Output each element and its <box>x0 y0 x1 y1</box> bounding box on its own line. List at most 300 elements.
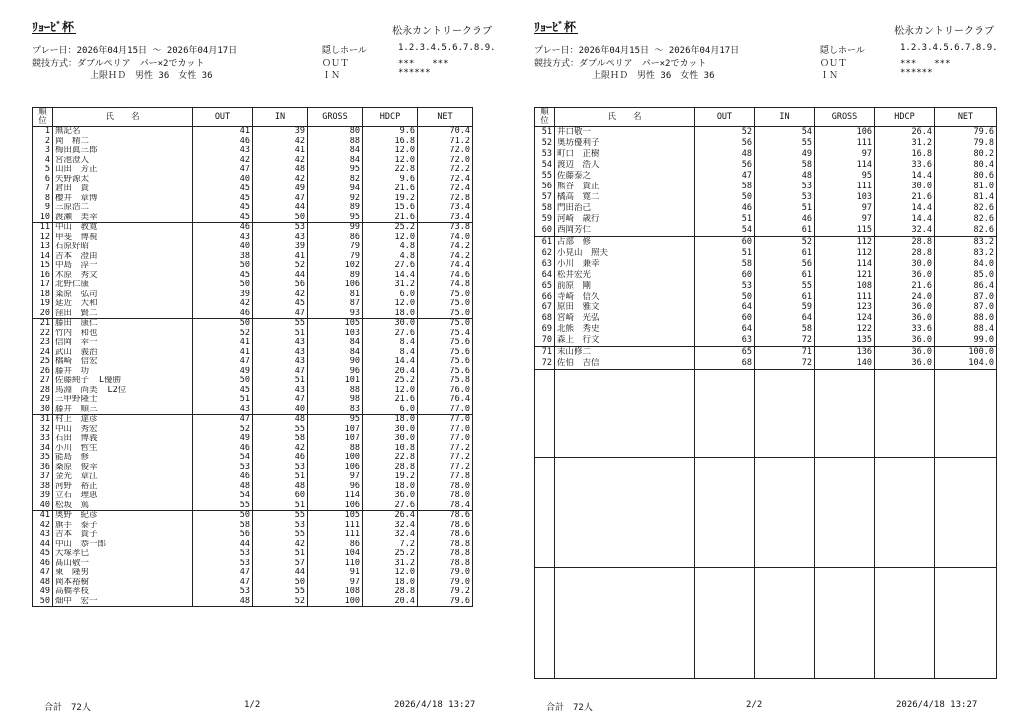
out-cell: 58 <box>695 182 755 193</box>
empty-cell <box>535 568 555 579</box>
empty-cell <box>695 403 755 414</box>
results-body <box>33 127 473 607</box>
hdcp-cell: 7.2 <box>363 540 418 550</box>
player-name-cell <box>555 292 695 303</box>
player-name-cell <box>53 587 193 597</box>
out-hidden-value: *** *** <box>398 59 449 69</box>
player-name-cell <box>53 578 193 588</box>
empty-row <box>535 645 997 656</box>
table-row <box>33 511 473 521</box>
gross-cell: 81 <box>308 290 363 300</box>
footer-page: 1/2 <box>244 700 261 710</box>
net-cell: 78.0 <box>418 482 473 492</box>
out-cell: 56 <box>695 138 755 149</box>
empty-cell <box>555 556 695 567</box>
in-cell: 52 <box>253 261 308 271</box>
out-cell: 64 <box>695 302 755 313</box>
empty-cell <box>935 513 997 524</box>
empty-row <box>535 392 997 403</box>
col-gross: GROSS <box>308 108 363 127</box>
player-name-cell <box>555 259 695 270</box>
rank-cell: 15 <box>33 261 53 271</box>
table-row <box>33 395 473 405</box>
footer-printed: 2026/4/18 13:27 <box>896 700 978 710</box>
empty-cell <box>555 524 695 535</box>
table-row <box>535 292 997 303</box>
table-row <box>535 324 997 335</box>
empty-cell <box>695 446 755 457</box>
player-name: 河野 裕正 <box>55 481 98 491</box>
net-cell: 84.0 <box>935 259 997 270</box>
empty-cell <box>935 469 997 480</box>
empty-cell <box>875 414 935 425</box>
in-cell: 47 <box>253 194 308 204</box>
hdcp-cell: 20.4 <box>363 597 418 607</box>
hdcp-cell: 32.4 <box>875 225 935 236</box>
table-row <box>33 472 473 482</box>
empty-cell <box>815 392 875 403</box>
empty-cell <box>875 612 935 623</box>
table-row <box>33 242 473 252</box>
in-cell: 61 <box>755 225 815 236</box>
empty-cell <box>935 480 997 491</box>
gross-cell: 98 <box>308 395 363 405</box>
empty-cell <box>555 491 695 502</box>
out-cell: 53 <box>193 549 253 559</box>
col-hdcp: HDCP <box>875 108 935 127</box>
player-name: 甲斐 博視 <box>55 232 98 242</box>
empty-cell <box>555 568 695 579</box>
in-cell: 50 <box>253 578 308 588</box>
hidden-hole-label: 隠しホール <box>820 46 865 56</box>
net-cell: 75.0 <box>418 309 473 319</box>
empty-cell <box>695 414 755 425</box>
net-cell: 75.8 <box>418 376 473 386</box>
player-name-cell <box>53 395 193 405</box>
table-row <box>33 405 473 415</box>
empty-cell <box>815 435 875 446</box>
table-row <box>33 309 473 319</box>
player-name: 西岡芳仁 <box>557 225 592 236</box>
empty-cell <box>815 458 875 469</box>
net-cell: 75.6 <box>418 357 473 367</box>
player-name: 高橋孝枝 <box>55 587 90 597</box>
empty-cell <box>875 381 935 392</box>
player-name-cell <box>53 319 193 329</box>
table-row <box>33 280 473 290</box>
gross-cell: 95 <box>815 171 875 182</box>
hdcp-cell: 32.4 <box>363 521 418 531</box>
hdcp-cell: 26.4 <box>363 511 418 521</box>
net-cell: 77.2 <box>418 444 473 454</box>
player-name: 三原浩二 <box>55 203 90 213</box>
empty-cell <box>875 392 935 403</box>
hdcp-cell: 27.6 <box>363 501 418 511</box>
net-cell: 72.0 <box>418 146 473 156</box>
empty-row <box>535 370 997 381</box>
net-cell: 75.4 <box>418 329 473 339</box>
empty-cell <box>535 414 555 425</box>
empty-cell <box>815 513 875 524</box>
table-row <box>535 214 997 225</box>
rank-cell: 69 <box>535 324 555 335</box>
player-name-cell <box>53 482 193 492</box>
net-cell: 74.6 <box>418 271 473 281</box>
player-name-cell <box>53 472 193 482</box>
out-cell: 46 <box>193 223 253 233</box>
empty-cell <box>555 414 695 425</box>
empty-cell <box>695 502 755 513</box>
rank-cell: 41 <box>33 511 53 521</box>
player-name-cell <box>53 156 193 166</box>
table-row <box>535 270 997 281</box>
empty-cell <box>875 425 935 436</box>
net-cell: 78.6 <box>418 521 473 531</box>
gross-cell: 84 <box>308 348 363 358</box>
empty-cell <box>695 590 755 601</box>
net-cell: 80.4 <box>935 160 997 171</box>
out-cell: 58 <box>193 521 253 531</box>
rank-cell: 50 <box>33 597 53 607</box>
gross-cell: 99 <box>308 223 363 233</box>
empty-cell <box>935 634 997 645</box>
empty-cell <box>535 425 555 436</box>
in-hidden-value: ****** <box>900 68 933 78</box>
in-cell: 49 <box>755 149 815 160</box>
table-row <box>33 376 473 386</box>
rank-cell: 5 <box>33 165 53 175</box>
net-cell: 79.2 <box>418 587 473 597</box>
in-cell: 48 <box>755 171 815 182</box>
player-name: 岡 精二 <box>55 136 90 146</box>
hdcp-cell: 36.0 <box>875 270 935 281</box>
gross-cell: 136 <box>815 347 875 358</box>
out-cell: 46 <box>695 203 755 214</box>
rank-cell: 61 <box>535 237 555 248</box>
empty-cell <box>755 491 815 502</box>
empty-cell <box>935 656 997 667</box>
empty-cell <box>555 370 695 381</box>
player-name: 藤田 康仁 <box>55 318 98 329</box>
net-cell: 70.4 <box>418 127 473 137</box>
player-name: 三甲野隆士 <box>55 395 98 405</box>
table-row <box>535 182 997 193</box>
out-cell: 43 <box>193 405 253 415</box>
rank-cell: 2 <box>33 137 53 147</box>
empty-cell <box>875 667 935 679</box>
player-name: 町口 正樹 <box>557 148 600 159</box>
empty-cell <box>755 480 815 491</box>
empty-cell <box>535 480 555 491</box>
out-cell: 53 <box>193 559 253 569</box>
net-cell: 77.8 <box>418 472 473 482</box>
gross-cell: 111 <box>815 138 875 149</box>
empty-cell <box>695 370 755 381</box>
out-cell: 54 <box>193 453 253 463</box>
player-name: 梅田眞三郎 <box>55 146 98 156</box>
table-row <box>535 259 997 270</box>
table-row <box>33 357 473 367</box>
hdcp-cell: 21.6 <box>875 281 935 292</box>
gross-cell: 96 <box>308 482 363 492</box>
player-name: 前原 剛 <box>557 280 592 291</box>
rank-cell: 6 <box>33 175 53 185</box>
col-name: 氏 名 <box>53 108 193 127</box>
table-row <box>535 248 997 259</box>
rank-cell: 60 <box>535 225 555 236</box>
out-cell: 50 <box>193 376 253 386</box>
net-cell: 74.0 <box>418 233 473 243</box>
col-in: IN <box>755 108 815 127</box>
out-cell: 50 <box>193 319 253 329</box>
player-name: 倉田 貴 <box>55 184 90 194</box>
rank-cell: 31 <box>33 415 53 425</box>
hdcp-cell: 14.4 <box>875 171 935 182</box>
empty-cell <box>695 491 755 502</box>
out-cell: 64 <box>695 324 755 335</box>
rank-cell: 37 <box>33 472 53 482</box>
net-cell: 78.4 <box>418 501 473 511</box>
table-row <box>33 521 473 531</box>
net-cell: 72.4 <box>418 175 473 185</box>
table-row <box>33 597 473 607</box>
out-cell: 40 <box>193 175 253 185</box>
player-name-cell <box>555 358 695 369</box>
rank-cell: 46 <box>33 559 53 569</box>
empty-cell <box>535 370 555 381</box>
net-cell: 71.2 <box>418 137 473 147</box>
empty-cell <box>875 524 935 535</box>
in-cell: 41 <box>253 252 308 262</box>
player-name-cell <box>53 280 193 290</box>
award-note: L優勝 <box>99 376 122 386</box>
net-cell: 75.6 <box>418 348 473 358</box>
empty-cell <box>695 469 755 480</box>
rank-cell: 20 <box>33 309 53 319</box>
rank-cell: 22 <box>33 329 53 339</box>
player-name-cell <box>53 137 193 147</box>
empty-row <box>535 425 997 436</box>
gross-cell: 95 <box>308 213 363 223</box>
gross-cell: 112 <box>815 248 875 259</box>
empty-cell <box>815 623 875 634</box>
empty-cell <box>935 579 997 590</box>
empty-cell <box>815 601 875 612</box>
table-row <box>33 501 473 511</box>
player-name-cell <box>555 324 695 335</box>
gross-cell: 84 <box>308 156 363 166</box>
rank-cell: 47 <box>33 568 53 578</box>
empty-cell <box>875 556 935 567</box>
rank-cell: 17 <box>33 280 53 290</box>
rank-cell: 66 <box>535 292 555 303</box>
empty-row <box>535 601 997 612</box>
empty-cell <box>695 579 755 590</box>
player-name: 宮池澄人 <box>55 155 90 165</box>
gross-cell: 100 <box>308 453 363 463</box>
empty-cell <box>875 458 935 469</box>
empty-cell <box>755 623 815 634</box>
player-name-cell <box>53 376 193 386</box>
empty-cell <box>935 435 997 446</box>
rank-cell: 3 <box>33 146 53 156</box>
rank-cell: 55 <box>535 171 555 182</box>
empty-cell <box>755 601 815 612</box>
player-name-cell <box>53 252 193 262</box>
out-cell: 47 <box>193 415 253 425</box>
in-cell: 43 <box>253 233 308 243</box>
player-name: 粂原 弘司 <box>55 289 98 299</box>
net-cell: 83.2 <box>935 237 997 248</box>
table-row <box>33 559 473 569</box>
empty-cell <box>875 446 935 457</box>
net-cell: 79.6 <box>418 597 473 607</box>
net-cell: 76.0 <box>418 386 473 396</box>
empty-row <box>535 579 997 590</box>
table-row <box>33 319 473 329</box>
empty-cell <box>755 469 815 480</box>
empty-cell <box>555 469 695 480</box>
player-name-cell <box>53 386 193 396</box>
player-name: 橋崎 信宏 <box>55 357 98 367</box>
footer-printed: 2026/4/18 13:27 <box>394 700 476 710</box>
out-cell: 53 <box>193 587 253 597</box>
rank-cell: 8 <box>33 194 53 204</box>
empty-cell <box>535 612 555 623</box>
player-name: 小川 哲生 <box>55 443 98 453</box>
gross-cell: 105 <box>308 511 363 521</box>
player-name-cell <box>53 434 193 444</box>
empty-cell <box>535 491 555 502</box>
empty-cell <box>815 634 875 645</box>
in-cell: 58 <box>253 434 308 444</box>
empty-cell <box>755 556 815 567</box>
player-name: 原田 雅文 <box>557 302 600 313</box>
empty-row <box>535 568 997 579</box>
player-name: 旗手 泰子 <box>55 520 98 530</box>
rank-cell: 56 <box>535 182 555 193</box>
in-cell: 48 <box>253 415 308 425</box>
empty-cell <box>555 502 695 513</box>
out-cell: 40 <box>193 242 253 252</box>
empty-cell <box>875 502 935 513</box>
net-cell: 72.8 <box>418 194 473 204</box>
in-cell: 51 <box>253 549 308 559</box>
in-cell: 41 <box>253 146 308 156</box>
out-cell: 48 <box>193 597 253 607</box>
empty-cell <box>535 446 555 457</box>
net-cell: 78.6 <box>418 511 473 521</box>
in-cell: 46 <box>755 214 815 225</box>
hdcp-cell: 31.2 <box>363 280 418 290</box>
table-row <box>33 252 473 262</box>
player-name: 延近 大和 <box>55 299 98 309</box>
empty-cell <box>555 656 695 667</box>
rank-cell: 57 <box>535 192 555 203</box>
player-name: 窪田 賢二 <box>55 308 98 318</box>
hdcp-cell: 21.6 <box>875 192 935 203</box>
empty-row <box>535 546 997 557</box>
gross-cell: 107 <box>308 434 363 444</box>
empty-cell <box>935 403 997 414</box>
col-gross: GROSS <box>815 108 875 127</box>
player-name-cell <box>53 597 193 607</box>
gross-cell: 89 <box>308 203 363 213</box>
out-cell: 39 <box>193 290 253 300</box>
hdcp-cell: 31.2 <box>363 559 418 569</box>
rank-cell: 67 <box>535 302 555 313</box>
net-cell: 79.6 <box>935 127 997 138</box>
handicap-limit: 上限ＨＤ 男性 36 女性 36 <box>90 71 213 81</box>
table-row <box>535 302 997 313</box>
out-cell: 38 <box>193 252 253 262</box>
col-hdcp: HDCP <box>363 108 418 127</box>
player-name: 岡本裕樹 <box>55 577 90 587</box>
out-cell: 41 <box>193 348 253 358</box>
table-row <box>33 261 473 271</box>
empty-cell <box>935 491 997 502</box>
hdcp-cell: 12.0 <box>363 146 418 156</box>
out-cell: 51 <box>193 395 253 405</box>
in-cell: 48 <box>253 482 308 492</box>
out-cell: 50 <box>193 511 253 521</box>
in-hidden-value: ****** <box>398 68 431 78</box>
player-name-cell <box>53 501 193 511</box>
result-page-2 <box>512 0 1024 724</box>
out-cell: 52 <box>695 127 755 138</box>
empty-cell <box>755 612 815 623</box>
table-row <box>33 127 473 137</box>
rank-cell: 40 <box>33 501 53 511</box>
player-name: 松坂 篤 <box>55 500 90 510</box>
empty-cell <box>755 590 815 601</box>
empty-cell <box>815 491 875 502</box>
net-cell: 104.0 <box>935 358 997 369</box>
net-cell: 73.4 <box>418 203 473 213</box>
table-row <box>33 587 473 597</box>
gross-cell: 106 <box>815 127 875 138</box>
rank-cell: 16 <box>33 271 53 281</box>
out-cell: 60 <box>695 313 755 324</box>
table-row <box>33 386 473 396</box>
in-cell: 53 <box>253 521 308 531</box>
empty-cell <box>935 623 997 634</box>
empty-cell <box>535 435 555 446</box>
table-row <box>33 271 473 281</box>
empty-cell <box>815 425 875 436</box>
in-cell: 72 <box>755 358 815 369</box>
out-cell: 53 <box>695 281 755 292</box>
hdcp-cell: 28.8 <box>363 587 418 597</box>
empty-cell <box>935 556 997 567</box>
net-cell: 82.6 <box>935 203 997 214</box>
gross-cell: 104 <box>308 549 363 559</box>
empty-cell <box>555 590 695 601</box>
rank-cell: 54 <box>535 160 555 171</box>
net-cell: 73.4 <box>418 213 473 223</box>
empty-cell <box>535 535 555 546</box>
empty-cell <box>755 656 815 667</box>
rank-cell: 51 <box>535 127 555 138</box>
out-cell: 56 <box>193 530 253 540</box>
in-cell: 39 <box>253 127 308 137</box>
rank-cell: 39 <box>33 491 53 501</box>
gross-cell: 95 <box>308 165 363 175</box>
in-cell: 47 <box>253 395 308 405</box>
hdcp-cell: 26.4 <box>875 127 935 138</box>
empty-row <box>535 502 997 513</box>
rank-cell: 27 <box>33 376 53 386</box>
